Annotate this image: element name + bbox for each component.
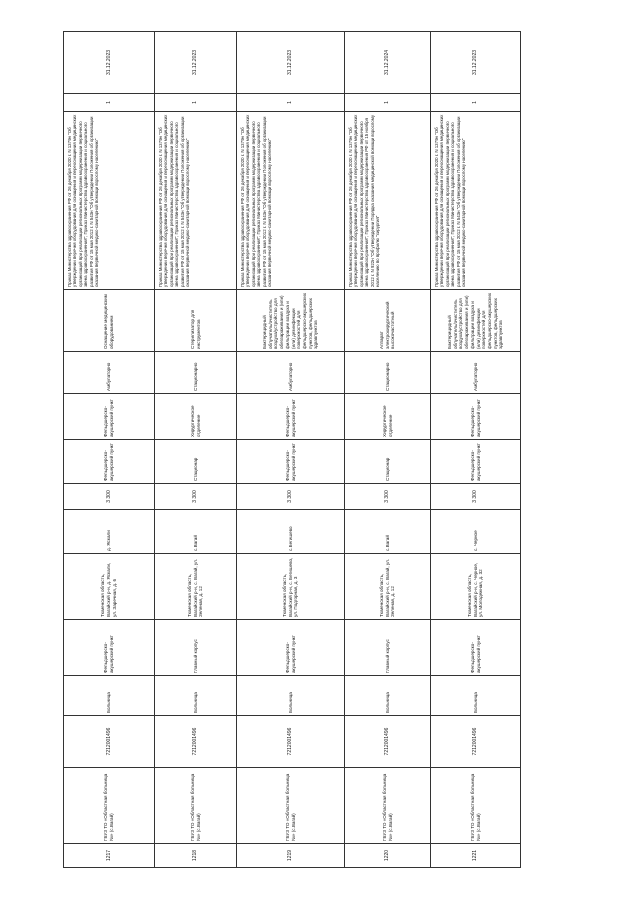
equipment-cell: Аппарат электрохирургический высокочастотный [345,290,431,352]
organization-cell: ГБУЗ ТО «Областная больница №» (с.Вагай) [237,768,345,844]
deadline-cell: 31.12.2023 [155,32,237,94]
row-number: 1221 [431,844,521,868]
service-cell: Фельдшерско-акушерский пункт [237,394,345,440]
equipment-table [63,31,521,868]
table-row [155,32,237,868]
equipment-cell: Оснащение медицинским оборудованием [64,290,155,352]
population-cell: 3 300 [431,484,521,510]
settlement-cell: д. Яскали [64,510,155,554]
address-cell: Тюменская область, Вагайский р-н, с. Вагай, ул. Зеленая, д. 12 [155,554,237,620]
population-cell: 3 300 [345,484,431,510]
address-cell: Тюменская область, Вагайский р-н, с. Вагай, ул. Зеленая, д. 12 [345,554,431,620]
row-number: 1218 [155,844,237,868]
table-body [64,32,521,868]
type-cell: Больница [64,676,155,716]
quantity-cell: 1 [345,94,431,112]
equipment-cell: Бактерицидный облучатель/очиститель воздуха/устройство для обеззараживания и (или) фильтрации воздуха и (или) дезинфекции поверхностей для фельдшерско-акушерских пунктов, фельдшерских здравпунктов [431,290,521,352]
subdivision-cell: Главный корпус [345,620,431,676]
feature-cell: Фельдшерско-акушерский пункт [431,440,521,484]
basis-cell: Приказ Министерства здравоохранения РФ от 26 декабря 2020 г. N 1379н "Об утверждении перечня оборудования для оснащения и переоснащения медицинских организаций при реализации региональных программ модернизации первичного звена здравоохранения"; Приказ Министерства здравоохранения и социального развития РФ от 15 мая 2012 г. N 543н "Об утверждении Положения об организации оказания первичной медико-санитарной помощи взрослому населению" [237,112,345,290]
equipment-cell: Бактерицидный облучатель/очиститель воздуха/устройство для обеззараживания и (или) фильтрации воздуха и (или) дезинфекции поверхностей для фельдшерско-акушерских пунктов, фельдшерских здравпунктов [237,290,345,352]
organization-cell: ГБУЗ ТО «Областная больница №» (с.Вагай) [155,768,237,844]
basis-cell: Приказ Министерства здравоохранения РФ от 26 декабря 2020 г. N 1379н "Об утверждении перечня оборудования для оснащения и переоснащения медицинских организаций при реализации региональных программ модернизации первичного звена здравоохранения"; Приказ Министерства здравоохранения и социального развития РФ от 15 мая 2012 г. N 543н "Об утверждении Положения об организации оказания первичной медико-санитарной помощи взрослому населению" [155,112,237,290]
organization-cell: ГБУЗ ТО «Областная больница №» (с.Вагай) [345,768,431,844]
row-number: 1219 [237,844,345,868]
basis-cell: Приказ Министерства здравоохранения РФ от 26 декабря 2020 г. N 1379н "Об утверждении перечня оборудования для оснащения и переоснащения медицинских организаций при реализации региональных программ модернизации первичного звена здравоохранения"; Приказ Министерства здравоохранения РФ от 15 ноября 2012 г. N 922н "Об утверждении Порядка оказания медицинской помощи взрослому населению по профилю "хирургия" [345,112,431,290]
subdivision-cell: Главный корпус [155,620,237,676]
quantity-cell: 1 [431,94,521,112]
feature-cell: Фельдшерско-акушерский пункт [237,440,345,484]
service-cell: Фельдшерско-акушерский пункт [431,394,521,440]
settlement-cell: с. Черное [431,510,521,554]
care-form-cell: Амбулаторно [64,352,155,394]
population-cell: 3 300 [237,484,345,510]
subdivision-cell: Фельдшерско-акушерский пункт [237,620,345,676]
feature-cell: Стационар [155,440,237,484]
basis-cell: Приказ Министерства здравоохранения РФ от 26 декабря 2020 г. N 1379н "Об утверждении перечня оборудования для оснащения и переоснащения медицинских организаций при реализации региональных программ модернизации первичного звена здравоохранения"; Приказ Министерства здравоохранения и социального развития РФ от 15 мая 2012 г. N 543н "Об утверждении Положения об организации оказания первичной медико-санитарной помощи взрослому населению" [64,112,155,290]
inn-cell: 7212001496 [64,716,155,768]
feature-cell: Фельдшерско-акушерский пункт [64,440,155,484]
equipment-cell: Стерилизатор для инструментов [155,290,237,352]
row-number: 1217 [64,844,155,868]
subdivision-cell: Фельдшерско-акушерский пункт [431,620,521,676]
rotated-table-container [63,32,520,868]
organization-cell: ГБУЗ ТО «Областная больница №» (с.Вагай) [431,768,521,844]
row-number: 1220 [345,844,431,868]
table-row [64,32,155,868]
deadline-cell: 31.12.2023 [64,32,155,94]
inn-cell: 7212001496 [345,716,431,768]
inn-cell: 7212001496 [155,716,237,768]
table-row [237,32,345,868]
table-row [431,32,521,868]
deadline-cell: 31.12.2023 [237,32,345,94]
address-cell: Тюменская область, Вагайский р-н, д. Яскали, ул. Заречная, д. 6 [64,554,155,620]
address-cell: Тюменская область, Вагайский р-н, с. Бегишево, ул. Подгорная, д. 3 [237,554,345,620]
quantity-cell: 1 [237,94,345,112]
care-form-cell: Амбулаторно [431,352,521,394]
quantity-cell: 1 [64,94,155,112]
address-cell: Тюменская область, Вагайский р-н, с. Черное, ул. Молодежная, д. 32 [431,554,521,620]
service-cell: Фельдшерско-акушерский пункт [64,394,155,440]
organization-cell: ГБУЗ ТО «Областная больница №» (с.Вагай) [64,768,155,844]
feature-cell: Стационар [345,440,431,484]
population-cell: 3 300 [155,484,237,510]
care-form-cell: Стационарно [345,352,431,394]
service-cell: Хирургическое отделение [345,394,431,440]
quantity-cell: 1 [155,94,237,112]
subdivision-cell: Фельдшерско-акушерский пункт [64,620,155,676]
inn-cell: 7212001496 [431,716,521,768]
settlement-cell: с.Вагай [345,510,431,554]
inn-cell: 7212001496 [237,716,345,768]
type-cell: Больница [237,676,345,716]
deadline-cell: 31.12.2024 [345,32,431,94]
care-form-cell: Амбулаторно [237,352,345,394]
type-cell: Больница [155,676,237,716]
care-form-cell: Стационарно [155,352,237,394]
type-cell: Больница [345,676,431,716]
service-cell: Хирургическое отделение [155,394,237,440]
table-row [345,32,431,868]
settlement-cell: с.Вагай [155,510,237,554]
population-cell: 3 300 [64,484,155,510]
type-cell: Больница [431,676,521,716]
settlement-cell: с.Бегишево [237,510,345,554]
basis-cell: Приказ Министерства здравоохранения РФ от 26 декабря 2020 г. N 1379н "Об утверждении перечня оборудования для оснащения и переоснащения медицинских организаций при реализации региональных программ модернизации первичного звена здравоохранения"; Приказ Министерства здравоохранения и социального развития РФ от 15 мая 2012 г. N 543н "Об утверждении Положения об организации оказания первичной медико-санитарной помощи взрослому населению" [431,112,521,290]
deadline-cell: 31.12.2023 [431,32,521,94]
